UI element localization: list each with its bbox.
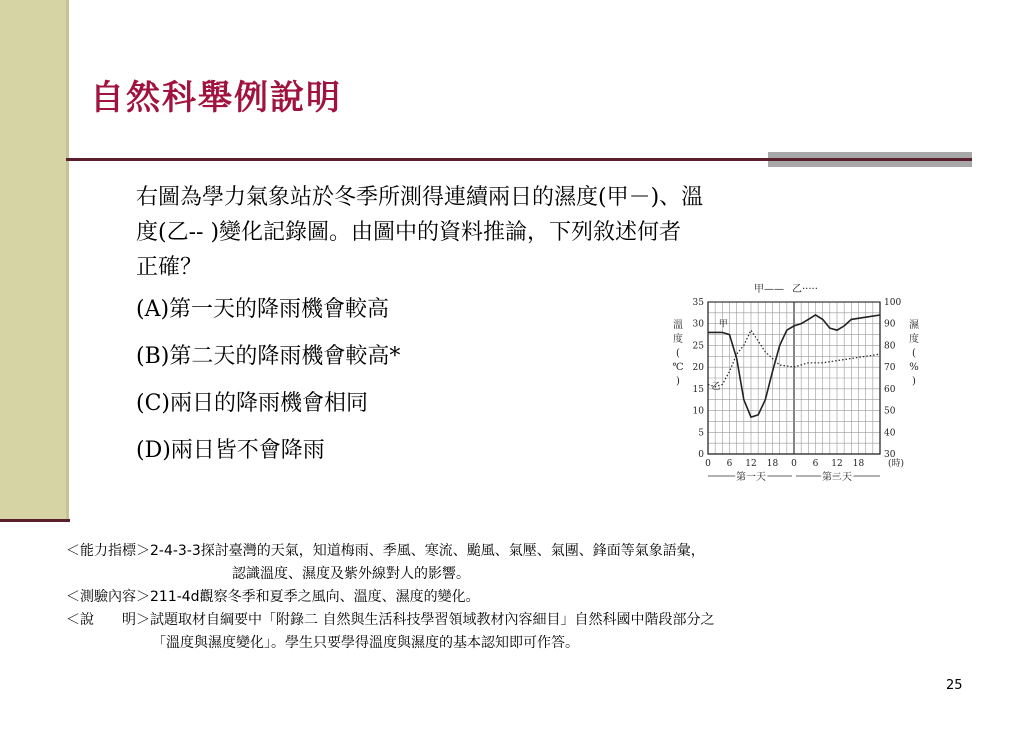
x-tick-label: 18: [766, 459, 779, 469]
y-left-tick-label: 10: [692, 406, 704, 417]
note-code: 2-4-3-3: [150, 543, 201, 559]
x-tick-label: 6: [726, 459, 733, 469]
x-unit-label: (時): [887, 459, 905, 469]
note-line-3: [66, 586, 714, 609]
y-right-axis-title-char: 濕: [909, 320, 919, 331]
note-text: 試題取材自綱要中「附錄二 自然與生活科技學習領域教材內容細目」自然科國中階段部分之: [150, 612, 715, 628]
title-rule: [66, 158, 972, 161]
x-tick-label: 6: [812, 459, 819, 469]
note-text: 觀察冬季和夏季之風向、溫度、濕度的變化。: [199, 589, 480, 605]
option-d: (D)兩日皆不會降雨: [136, 438, 325, 463]
notes-block: [66, 540, 714, 655]
option-a: (A)第一天的降雨機會較高: [136, 297, 390, 322]
y-right-tick-label: 80: [884, 341, 896, 352]
y-left-tick-label: 5: [698, 428, 704, 439]
legend-entry-jia: 甲——: [754, 284, 784, 295]
y-left-axis-title-char: 溫: [673, 320, 683, 331]
note-line-1: [66, 540, 714, 563]
note-text: 探討臺灣的天氣，知道梅雨、季風、寒流、颱風、氣壓、氣團、鋒面等氣象語彙，: [200, 543, 705, 559]
left-decoration-bar: [0, 0, 66, 519]
option-b: (B)第二天的降雨機會較高*: [136, 344, 401, 369]
y-left-tick-label: 25: [692, 341, 704, 352]
page-number: 25: [946, 678, 963, 693]
note-code: 211-4d: [150, 589, 200, 605]
y-right-tick-label: 30: [884, 450, 896, 460]
day-label-2: 第二天: [822, 472, 852, 483]
note-text: 「溫度與濕度變化」。學生只要學得溫度與濕度的基本認知即可作答。: [152, 635, 579, 651]
note-line-2: [66, 563, 714, 586]
y-left-tick-label: 0: [698, 450, 704, 460]
question-line: 右圖為學力氣象站於冬季所測得連續兩日的濕度(甲－)、溫: [136, 185, 704, 210]
day-label-1: 第一天: [736, 472, 766, 483]
y-right-axis-title-char: %: [909, 362, 919, 373]
question-line: 正確？: [136, 255, 203, 280]
note-line-4: [66, 609, 714, 632]
x-tick-label: 0: [705, 459, 711, 469]
y-left-axis-title-char: 度: [673, 334, 683, 345]
x-tick-label: 18: [852, 459, 865, 469]
y-left-axis-title-char: ℃: [672, 362, 684, 373]
slide-title: 自然科舉例說明: [90, 78, 342, 118]
series-label-yi: 乙: [711, 382, 721, 393]
y-right-axis-title-char: (: [912, 348, 916, 359]
x-tick-label: 12: [745, 459, 757, 469]
y-right-tick-label: 60: [884, 384, 896, 395]
y-left-tick-label: 20: [692, 363, 704, 374]
note-line-5: [66, 632, 714, 655]
y-right-tick-label: 50: [884, 406, 896, 417]
legend-entry-yi: 乙·····: [792, 284, 818, 295]
y-left-axis-title-char: ): [676, 376, 680, 387]
left-bar-rule: [0, 519, 70, 522]
question-line: 度(乙-- )變化記錄圖。由圖中的資料推論，下列敘述何者: [136, 220, 682, 245]
option-c: (C)兩日的降雨機會相同: [136, 391, 368, 416]
y-right-tick-label: 70: [884, 363, 896, 374]
note-label: ＜測驗內容＞: [66, 589, 150, 605]
humidity-temperature-chart: [666, 280, 926, 490]
note-label: ＜說 明＞: [66, 612, 150, 628]
note-label: ＜能力指標＞: [66, 543, 150, 559]
y-right-tick-label: 40: [884, 428, 896, 439]
x-tick-label: 0: [791, 459, 797, 469]
y-left-tick-label: 30: [692, 319, 704, 330]
note-text: 認識溫度、濕度及紫外線對人的影響。: [232, 566, 470, 582]
x-tick-label: 12: [831, 459, 843, 469]
y-right-tick-label: 100: [884, 298, 902, 308]
series-label-jia: 甲: [718, 319, 728, 330]
y-left-axis-title-char: (: [676, 348, 680, 359]
y-left-tick-label: 35: [692, 298, 704, 308]
left-decoration-edge: [66, 0, 69, 519]
y-right-tick-label: 90: [884, 319, 896, 330]
question-text: [136, 180, 926, 285]
y-left-tick-label: 15: [692, 384, 704, 395]
y-right-axis-title-char: ): [912, 376, 916, 387]
y-right-axis-title-char: 度: [909, 334, 919, 345]
